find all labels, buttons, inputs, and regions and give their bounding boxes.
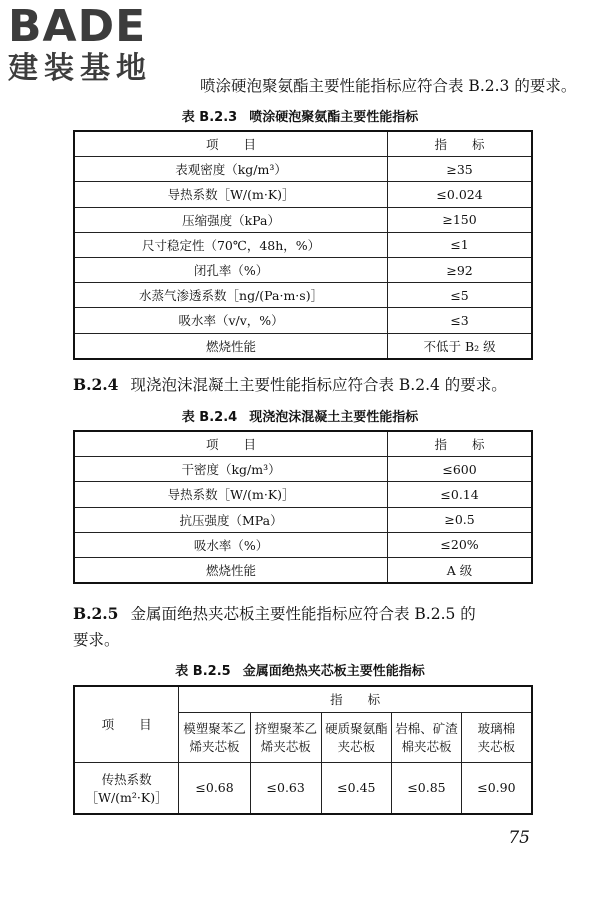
table-row [74, 762, 532, 814]
table-b23-caption-title: 喷涂硬泡聚氨酯主要性能指标 [249, 110, 419, 125]
row-value: A 级 [388, 557, 532, 583]
table-b23-caption-num: 表 B.2.3 [181, 110, 238, 125]
clause-b24 [73, 373, 507, 395]
header-index: 指 标 [179, 686, 532, 712]
column-header-line1: 硬质聚氨酯 [325, 721, 388, 736]
table-b24-caption-title: 现浇泡沫混凝土主要性能指标 [249, 410, 419, 425]
table-b24-caption-num: 表 B.2.4 [181, 410, 238, 425]
table-row [74, 283, 532, 308]
table-b25 [73, 685, 533, 815]
column-header-line1: 岩棉、矿渣 [395, 721, 458, 736]
header-item: 项 目 [74, 686, 179, 762]
row-value: ≤3 [388, 308, 532, 333]
row-item: 干密度（kg/m³） [74, 457, 388, 482]
row-value: ≥92 [388, 257, 532, 282]
table-row [74, 257, 532, 282]
header-index: 指 标 [388, 131, 532, 157]
row-item: 压缩强度（kPa） [74, 207, 388, 232]
row-value: ≤0.63 [250, 762, 321, 814]
row-value: ≤0.90 [461, 762, 532, 814]
row-item: 燃烧性能 [74, 333, 388, 359]
clause-b25-text-line2: 要求。 [73, 631, 120, 649]
row-value: ≤600 [388, 457, 532, 482]
row-value: ≤0.14 [388, 482, 532, 507]
table-row [74, 157, 532, 182]
row-value: ≤5 [388, 283, 532, 308]
row-item: 导热系数［W/(m·K)］ [74, 482, 388, 507]
column-header [179, 712, 251, 762]
row-item: 导热系数［W/(m·K)］ [74, 182, 388, 207]
table-row [74, 507, 532, 532]
row-value: ≤0.85 [392, 762, 462, 814]
table-header-row [74, 431, 532, 457]
row-item: 抗压强度（MPa） [74, 507, 388, 532]
row-value: 不低于 B₂ 级 [388, 333, 532, 359]
row-item-line2: ［W/(m²·K)］ [85, 789, 168, 805]
table-b25-caption [0, 660, 600, 679]
row-item: 吸水率（%） [74, 532, 388, 557]
clause-b25-num: B.2.5 [73, 604, 119, 623]
row-value: ≤0.024 [388, 182, 532, 207]
row-value: ≤1 [388, 232, 532, 257]
table-row [74, 182, 532, 207]
table-row [74, 232, 532, 257]
clause-b23 [200, 74, 576, 96]
table-b23-caption [0, 106, 600, 125]
row-value: ≥35 [388, 157, 532, 182]
logo-wordmark: BADE [8, 1, 147, 52]
row-item: 水蒸气渗透系数［ng/(Pa·m·s)］ [74, 283, 388, 308]
row-item: 燃烧性能 [74, 557, 388, 583]
table-row [74, 207, 532, 232]
header-index: 指 标 [388, 431, 532, 457]
clause-b24-num: B.2.4 [73, 375, 119, 394]
brand-logo [8, 1, 152, 86]
table-b24 [73, 430, 533, 584]
column-header-line1: 挤塑聚苯乙 [254, 721, 317, 736]
column-header [392, 712, 462, 762]
column-header-line1: 模塑聚苯乙 [183, 721, 246, 736]
row-value: ≤0.68 [179, 762, 251, 814]
row-item: 尺寸稳定性（70℃，48h，%） [74, 232, 388, 257]
table-row [74, 532, 532, 557]
table-row [74, 308, 532, 333]
column-header [250, 712, 321, 762]
row-item-line1: 传热系数 [101, 771, 152, 787]
clause-b25 [73, 601, 476, 653]
row-item: 吸水率（v/v，%） [74, 308, 388, 333]
table-header-row [74, 686, 532, 712]
row-value: ≥150 [388, 207, 532, 232]
column-header-line2: 棉夹芯板 [401, 739, 452, 754]
table-b24-caption [0, 406, 600, 425]
header-item: 项 目 [74, 131, 388, 157]
row-item [74, 762, 179, 814]
table-b25-caption-title: 金属面绝热夹芯板主要性能指标 [242, 664, 425, 679]
column-header-line1: 玻璃棉 [477, 721, 516, 736]
column-header-line2: 烯夹芯板 [189, 739, 240, 754]
logo-subtitle: 建装基地 [8, 51, 152, 86]
table-row [74, 557, 532, 583]
table-b23 [73, 130, 533, 360]
row-value: ≤20% [388, 532, 532, 557]
column-header [321, 712, 392, 762]
row-item: 闭孔率（%） [74, 257, 388, 282]
table-row [74, 333, 532, 359]
clause-b25-text-line1: 金属面绝热夹芯板主要性能指标应符合表 B.2.5 的 [130, 605, 476, 623]
header-item: 项 目 [74, 431, 388, 457]
column-header-line2: 夹芯板 [337, 739, 376, 754]
table-header-row [74, 131, 532, 157]
clause-b23-text: 喷涂硬泡聚氨酯主要性能指标应符合表 B.2.3 的要求。 [200, 77, 577, 95]
table-row [74, 482, 532, 507]
table-row [74, 457, 532, 482]
column-header-line2: 烯夹芯板 [260, 739, 311, 754]
column-header [461, 712, 532, 762]
row-value: ≤0.45 [321, 762, 392, 814]
column-header-line2: 夹芯板 [477, 739, 516, 754]
page-number: 75 [508, 828, 530, 848]
row-item: 表观密度（kg/m³） [74, 157, 388, 182]
table-b25-caption-num: 表 B.2.5 [175, 664, 231, 679]
clause-b24-text: 现浇泡沫混凝土主要性能指标应符合表 B.2.4 的要求。 [130, 376, 507, 394]
row-value: ≥0.5 [388, 507, 532, 532]
